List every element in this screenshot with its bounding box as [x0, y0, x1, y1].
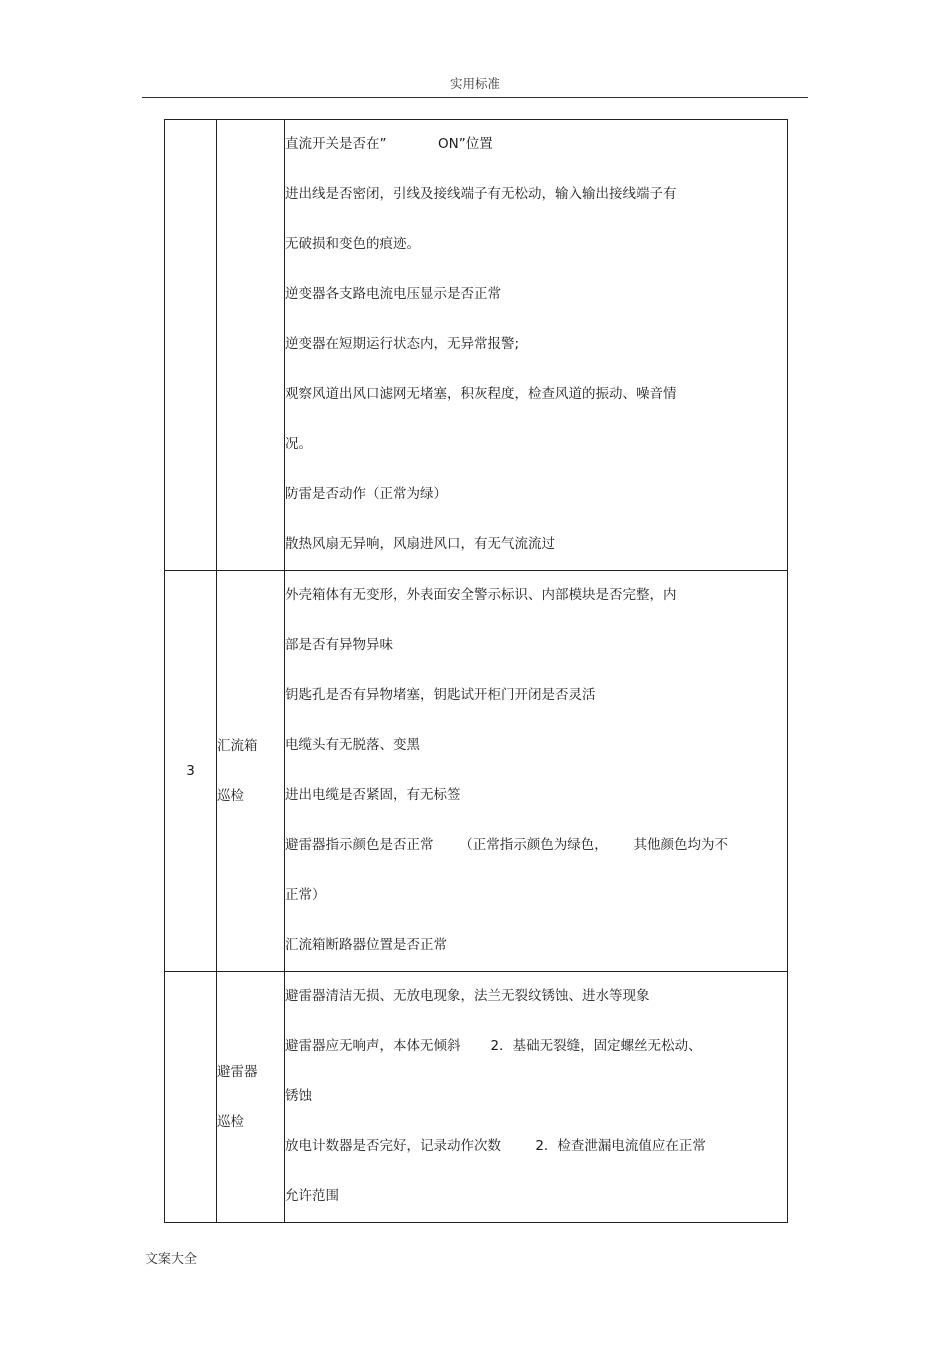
- content-line: 钥匙孔是否有异物堵塞，钥匙试开柜门开闭是否灵活: [285, 687, 596, 703]
- row-number: [165, 120, 217, 571]
- content-line: 汇流箱断路器位置是否正常: [285, 937, 447, 953]
- inspection-item-name: [217, 972, 285, 1223]
- table-row: [165, 972, 788, 1223]
- page-footer: 文案大全: [145, 1252, 198, 1267]
- item-name-line: 巡检: [217, 788, 244, 804]
- content-line: 避雷器清洁无损、无放电现象，法兰无裂纹锈蚀、进水等现象: [285, 988, 650, 1004]
- content-line: 避雷器指示颜色是否正常 （正常指示颜色为绿色， 其他颜色均为不: [285, 837, 728, 853]
- content-line: 电缆头有无脱落、变黑: [285, 737, 420, 753]
- inspection-content: [285, 972, 788, 1223]
- table-row: [165, 120, 788, 571]
- content-line: 观察风道出风口滤网无堵塞，积灰程度，检查风道的振动、噪音情: [285, 386, 677, 402]
- content-line: 散热风扇无异响，风扇进风口，有无气流流过: [285, 536, 555, 552]
- content-line: 正常）: [285, 887, 326, 903]
- content-line: 况。: [285, 436, 312, 452]
- content-line: 防雷是否动作（正常为绿）: [285, 486, 447, 502]
- row-number: 3: [165, 571, 217, 972]
- content-line: 逆变器在短期运行状态内，无异常报警;: [285, 336, 520, 352]
- content-line: 锈蚀: [285, 1088, 312, 1104]
- content-line: 无破损和变色的痕迹。: [285, 236, 420, 252]
- content-line: 部是否有异物异味: [285, 637, 393, 653]
- content-line: 放电计数器是否完好，记录动作次数 2．检查泄漏电流值应在正常: [285, 1138, 706, 1154]
- page-header: 实用标准: [449, 76, 500, 91]
- content-line: 允许范围: [285, 1188, 339, 1204]
- item-name-line: 汇流箱: [217, 738, 258, 754]
- content-line: 避雷器应无响声，本体无倾斜 2．基础无裂缝，固定螺丝无松动、: [285, 1038, 702, 1054]
- content-line: 直流开关是否在” ON”位置: [285, 136, 493, 152]
- content-line: 进出线是否密闭，引线及接线端子有无松动，输入输出接线端子有: [285, 186, 677, 202]
- table-row: [165, 571, 788, 972]
- inspection-content: [285, 571, 788, 972]
- inspection-content: [285, 120, 788, 571]
- content-line: 外壳箱体有无变形，外表面安全警示标识、内部模块是否完整，内: [285, 587, 677, 603]
- inspection-item-name: [217, 571, 285, 972]
- item-name-line: 巡检: [217, 1114, 244, 1130]
- inspection-table: [164, 119, 788, 1223]
- header-rule: [142, 97, 808, 98]
- content-line: 逆变器各支路电流电压显示是否正常: [285, 286, 501, 302]
- row-number: [165, 972, 217, 1223]
- content-line: 进出电缆是否紧固，有无标签: [285, 787, 461, 803]
- inspection-item-name: [217, 120, 285, 571]
- item-name-line: 避雷器: [217, 1064, 258, 1080]
